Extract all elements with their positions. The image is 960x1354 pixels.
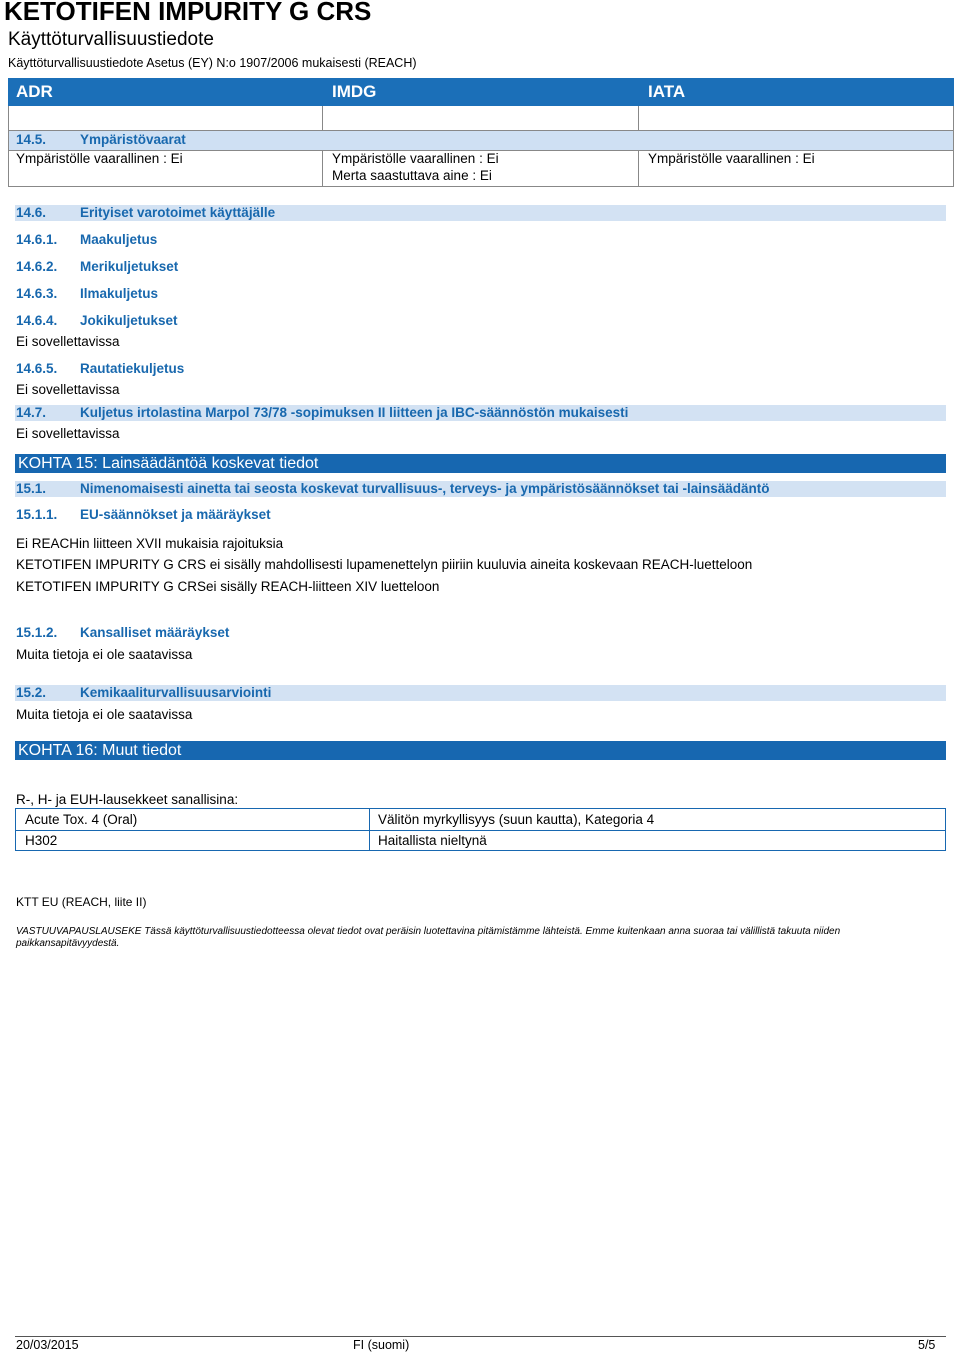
section-15-1-title: Nimenomaisesti ainetta tai seosta koskevat turvallisuus-, terveys- ja ympäristösäännökset tai -lainsäädäntö — [80, 481, 770, 496]
imdg-environmental-hazard: Ympäristölle vaarallinen : Ei — [332, 151, 499, 166]
phrase-code: H302 — [25, 833, 58, 848]
section-14-6-2-number: 14.6.2. — [16, 259, 58, 274]
section-14-6-number: 14.6. — [16, 205, 47, 220]
section-14-6-4-title: Jokikuljetukset — [80, 313, 178, 328]
column-adr: ADR — [16, 82, 53, 101]
column-iata: IATA — [648, 82, 686, 101]
adr-environmental-hazard: Ympäristölle vaarallinen : Ei — [16, 151, 183, 166]
section-15-heading-bar — [15, 454, 946, 473]
section-15-1-2-title: Kansalliset määräykset — [80, 625, 230, 640]
section-15-2-text: Muita tietoja ei ole saatavissa — [16, 707, 193, 722]
footer-language: FI (suomi) — [353, 1338, 410, 1352]
iata-environmental-hazard: Ympäristölle vaarallinen : Ei — [648, 151, 815, 166]
imdg-marine-pollutant: Merta saastuttava aine : Ei — [332, 168, 492, 183]
footer-page-number: 5/5 — [918, 1338, 936, 1352]
section-14-5-title: Ympäristövaarat — [80, 132, 186, 147]
section-15-heading: KOHTA 15: Lainsäädäntöä koskevat tiedot — [18, 455, 319, 472]
phrases-label: R-, H- ja EUH-lausekkeet sanallisina: — [16, 792, 239, 807]
section-14-7-text: Ei sovellettavissa — [16, 426, 120, 441]
phrases-table — [15, 808, 946, 851]
transport-table-body — [8, 106, 954, 187]
document-subtitle: Käyttöturvallisuustiedote — [8, 29, 214, 50]
section-14-6-3-number: 14.6.3. — [16, 286, 58, 301]
footer-date: 20/03/2015 — [16, 1338, 79, 1352]
phrase-text: Haitallista nieltynä — [378, 833, 487, 848]
disclaimer: VASTUUVAPAUSLAUSEKE Tässä käyttöturvallisuustiedotteessa olevat tiedot ovat peräisin luotettavina pitämistämme lähteistä. Emme kuitenkaan anna suoraa tai välillistä takuuta niiden paikkansapitävyydestä. — [16, 926, 841, 949]
section-14-6-2-title: Merikuljetukset — [80, 259, 179, 274]
phrase-text: Välitön myrkyllisyys (suun kautta), Kategoria 4 — [378, 812, 655, 827]
section-14-6-5-text: Ei sovellettavissa — [16, 382, 120, 397]
reach-annex-xiv-text: KETOTIFEN IMPURITY G CRSei sisälly REACH-liitteen XIV luetteloon — [16, 579, 440, 594]
section-14-6-4-number: 14.6.4. — [16, 313, 58, 328]
section-15-1-1-number: 15.1.1. — [16, 507, 58, 522]
section-15-1-number: 15.1. — [16, 481, 47, 496]
section-15-1-2-number: 15.1.2. — [16, 625, 58, 640]
transport-table-header — [8, 78, 954, 106]
footer-divider — [15, 1336, 946, 1337]
section-14-6-5-number: 14.6.5. — [16, 361, 58, 376]
section-14-6-4-text: Ei sovellettavissa — [16, 334, 120, 349]
section-15-2-title: Kemikaaliturvallisuusarviointi — [80, 685, 272, 700]
ktt-reference: KTT EU (REACH, liite II) — [16, 895, 147, 909]
document-title: KETOTIFEN IMPURITY G CRS — [4, 0, 372, 26]
section-15-1-1-title: EU-säännökset ja määräykset — [80, 507, 271, 522]
regulation-line: Käyttöturvallisuustiedote Asetus (EY) N:o 1907/2006 mukaisesti (REACH) — [8, 56, 417, 70]
section-14-6-3-title: Ilmakuljetus — [80, 286, 159, 301]
section-14-6-1-number: 14.6.1. — [16, 232, 58, 247]
reach-candidate-list-text: KETOTIFEN IMPURITY G CRS ei sisälly mahdollisesti lupamenettelyn piiriin kuuluvia aineita koskevaan REACH-luetteloon — [16, 557, 753, 572]
reach-annex-xvii-text: Ei REACHin liitteen XVII mukaisia rajoituksia — [16, 536, 284, 551]
transport-table — [8, 78, 954, 188]
column-imdg: IMDG — [332, 82, 377, 101]
section-14-5-number: 14.5. — [16, 132, 47, 147]
section-16-heading-bar — [15, 741, 946, 760]
section-15-1-2-text: Muita tietoja ei ole saatavissa — [16, 647, 193, 662]
section-15-2-number: 15.2. — [16, 685, 47, 700]
section-16-heading: KOHTA 16: Muut tiedot — [18, 742, 182, 759]
section-14-6-5-title: Rautatiekuljetus — [80, 361, 185, 376]
section-14-6-1-title: Maakuljetus — [80, 232, 158, 247]
section-14-7-title: Kuljetus irtolastina Marpol 73/78 -sopimuksen II liitteen ja IBC-säännöstön mukaisesti — [80, 405, 629, 420]
section-14-6-title: Erityiset varotoimet käyttäjälle — [80, 205, 276, 220]
phrase-code: Acute Tox. 4 (Oral) — [25, 812, 138, 827]
section-14-7-number: 14.7. — [16, 405, 47, 420]
